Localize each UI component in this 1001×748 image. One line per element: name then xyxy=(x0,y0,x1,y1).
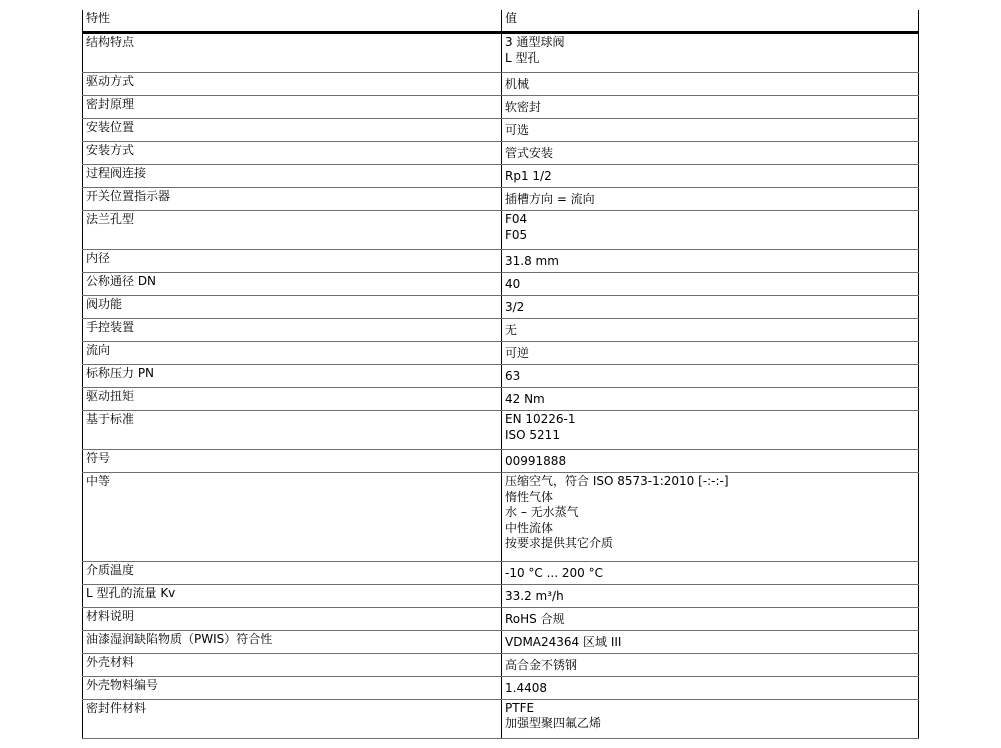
table-row xyxy=(82,250,919,273)
row-value xyxy=(502,96,919,118)
row-value xyxy=(502,388,919,410)
value-line: 3/2 xyxy=(505,300,525,314)
row-value xyxy=(502,273,919,295)
table-row xyxy=(82,96,919,119)
table-row xyxy=(82,34,919,73)
value-line: 加强型聚四氟乙烯 xyxy=(505,716,602,730)
row-label: 介质温度 xyxy=(82,562,502,584)
row-label: 过程阀连接 xyxy=(82,165,502,187)
value-line: 水 – 无水蒸气 xyxy=(505,505,579,519)
table-row xyxy=(82,388,919,411)
table-row xyxy=(82,211,919,250)
row-value xyxy=(502,473,919,561)
value-line: -10 °C ... 200 °C xyxy=(505,565,603,580)
row-value xyxy=(502,631,919,653)
row-value xyxy=(502,165,919,187)
row-value xyxy=(502,73,919,95)
value-line: 00991888 xyxy=(505,454,567,468)
value-line: 可逆 xyxy=(505,346,530,360)
value-line: RoHS 合规 xyxy=(505,611,565,626)
row-label: 中等 xyxy=(82,473,502,561)
table-row xyxy=(82,631,919,654)
row-value xyxy=(502,450,919,472)
value-line: 33.2 m³/h xyxy=(505,588,564,603)
value-line: ISO 5211 xyxy=(505,427,560,442)
row-label: 开关位置指示器 xyxy=(82,188,502,210)
table-body xyxy=(82,34,919,739)
table-row xyxy=(82,473,919,562)
table-row xyxy=(82,677,919,700)
row-value xyxy=(502,211,919,249)
table-row xyxy=(82,273,919,296)
value-line: 管式安装 xyxy=(505,146,554,160)
row-label: 外壳物料编号 xyxy=(82,677,502,699)
table-row xyxy=(82,342,919,365)
value-line: L 型孔 xyxy=(505,50,540,65)
value-line: 机械 xyxy=(505,77,530,91)
row-value xyxy=(502,119,919,141)
row-label: 阀功能 xyxy=(82,296,502,318)
row-label: 手控装置 xyxy=(82,319,502,341)
value-line: F04 xyxy=(505,212,528,226)
row-label: 基于标准 xyxy=(82,411,502,449)
table-row xyxy=(82,450,919,473)
value-line: 1.4408 xyxy=(505,680,547,695)
row-label: 材料说明 xyxy=(82,608,502,630)
value-line: 3 通型球阀 xyxy=(505,35,565,49)
row-value xyxy=(502,342,919,364)
table-row xyxy=(82,585,919,608)
table-row xyxy=(82,562,919,585)
row-value xyxy=(502,677,919,699)
row-value xyxy=(502,654,919,676)
table-row xyxy=(82,73,919,96)
value-line: 42 Nm xyxy=(505,392,545,406)
row-label: 密封件材料 xyxy=(82,700,502,738)
row-value xyxy=(502,250,919,272)
row-value xyxy=(502,188,919,210)
table-row xyxy=(82,296,919,319)
value-line: F05 xyxy=(505,227,528,242)
row-label: L 型孔的流量 Kv xyxy=(82,585,502,607)
table-row xyxy=(82,700,919,739)
value-line: PTFE xyxy=(505,700,535,715)
row-value xyxy=(502,562,919,584)
row-value xyxy=(502,411,919,449)
header-value: 值 xyxy=(502,10,919,31)
value-line: 无 xyxy=(505,323,518,337)
value-line: 中性流体 xyxy=(505,520,554,535)
table-row xyxy=(82,411,919,450)
value-line: 可选 xyxy=(505,123,530,137)
table-row xyxy=(82,165,919,188)
row-label: 公称通径 DN xyxy=(82,273,502,295)
value-line: 压缩空气，符合 ISO 8573-1:2010 [-:-:-] xyxy=(505,474,729,488)
row-label: 结构特点 xyxy=(82,34,502,72)
row-value xyxy=(502,585,919,607)
value-line: EN 10226-1 xyxy=(505,412,576,426)
header-property: 特性 xyxy=(82,10,502,31)
value-line: 高合金不锈钢 xyxy=(505,657,578,672)
table-row xyxy=(82,119,919,142)
table-row xyxy=(82,142,919,165)
row-label: 驱动扭矩 xyxy=(82,388,502,410)
row-value xyxy=(502,319,919,341)
row-label: 法兰孔型 xyxy=(82,211,502,249)
table-row xyxy=(82,319,919,342)
row-label: 安装方式 xyxy=(82,142,502,164)
value-line: VDMA24364 区域 III xyxy=(505,634,622,649)
spec-table xyxy=(82,10,919,739)
table-header xyxy=(82,10,919,34)
value-line: 63 xyxy=(505,369,521,383)
row-value xyxy=(502,296,919,318)
value-line: 40 xyxy=(505,277,521,291)
row-label: 内径 xyxy=(82,250,502,272)
value-line: 按要求提供其它介质 xyxy=(505,536,614,550)
row-label: 流向 xyxy=(82,342,502,364)
value-line: 31.8 mm xyxy=(505,254,559,268)
row-label: 符号 xyxy=(82,450,502,472)
table-row xyxy=(82,608,919,631)
table-row xyxy=(82,188,919,211)
table-row xyxy=(82,654,919,677)
row-label: 油漆湿润缺陷物质（PWIS）符合性 xyxy=(82,631,502,653)
value-line: 惰性气体 xyxy=(505,489,554,504)
row-value xyxy=(502,608,919,630)
value-line: Rp1 1/2 xyxy=(505,169,552,183)
row-label: 密封原理 xyxy=(82,96,502,118)
row-label: 标称压力 PN xyxy=(82,365,502,387)
row-value xyxy=(502,34,919,72)
row-value xyxy=(502,365,919,387)
row-label: 外壳材料 xyxy=(82,654,502,676)
row-value xyxy=(502,142,919,164)
value-line: 软密封 xyxy=(505,100,542,114)
row-value xyxy=(502,700,919,738)
row-label: 驱动方式 xyxy=(82,73,502,95)
value-line: 插槽方向 = 流向 xyxy=(505,192,595,206)
table-row xyxy=(82,365,919,388)
row-label: 安装位置 xyxy=(82,119,502,141)
